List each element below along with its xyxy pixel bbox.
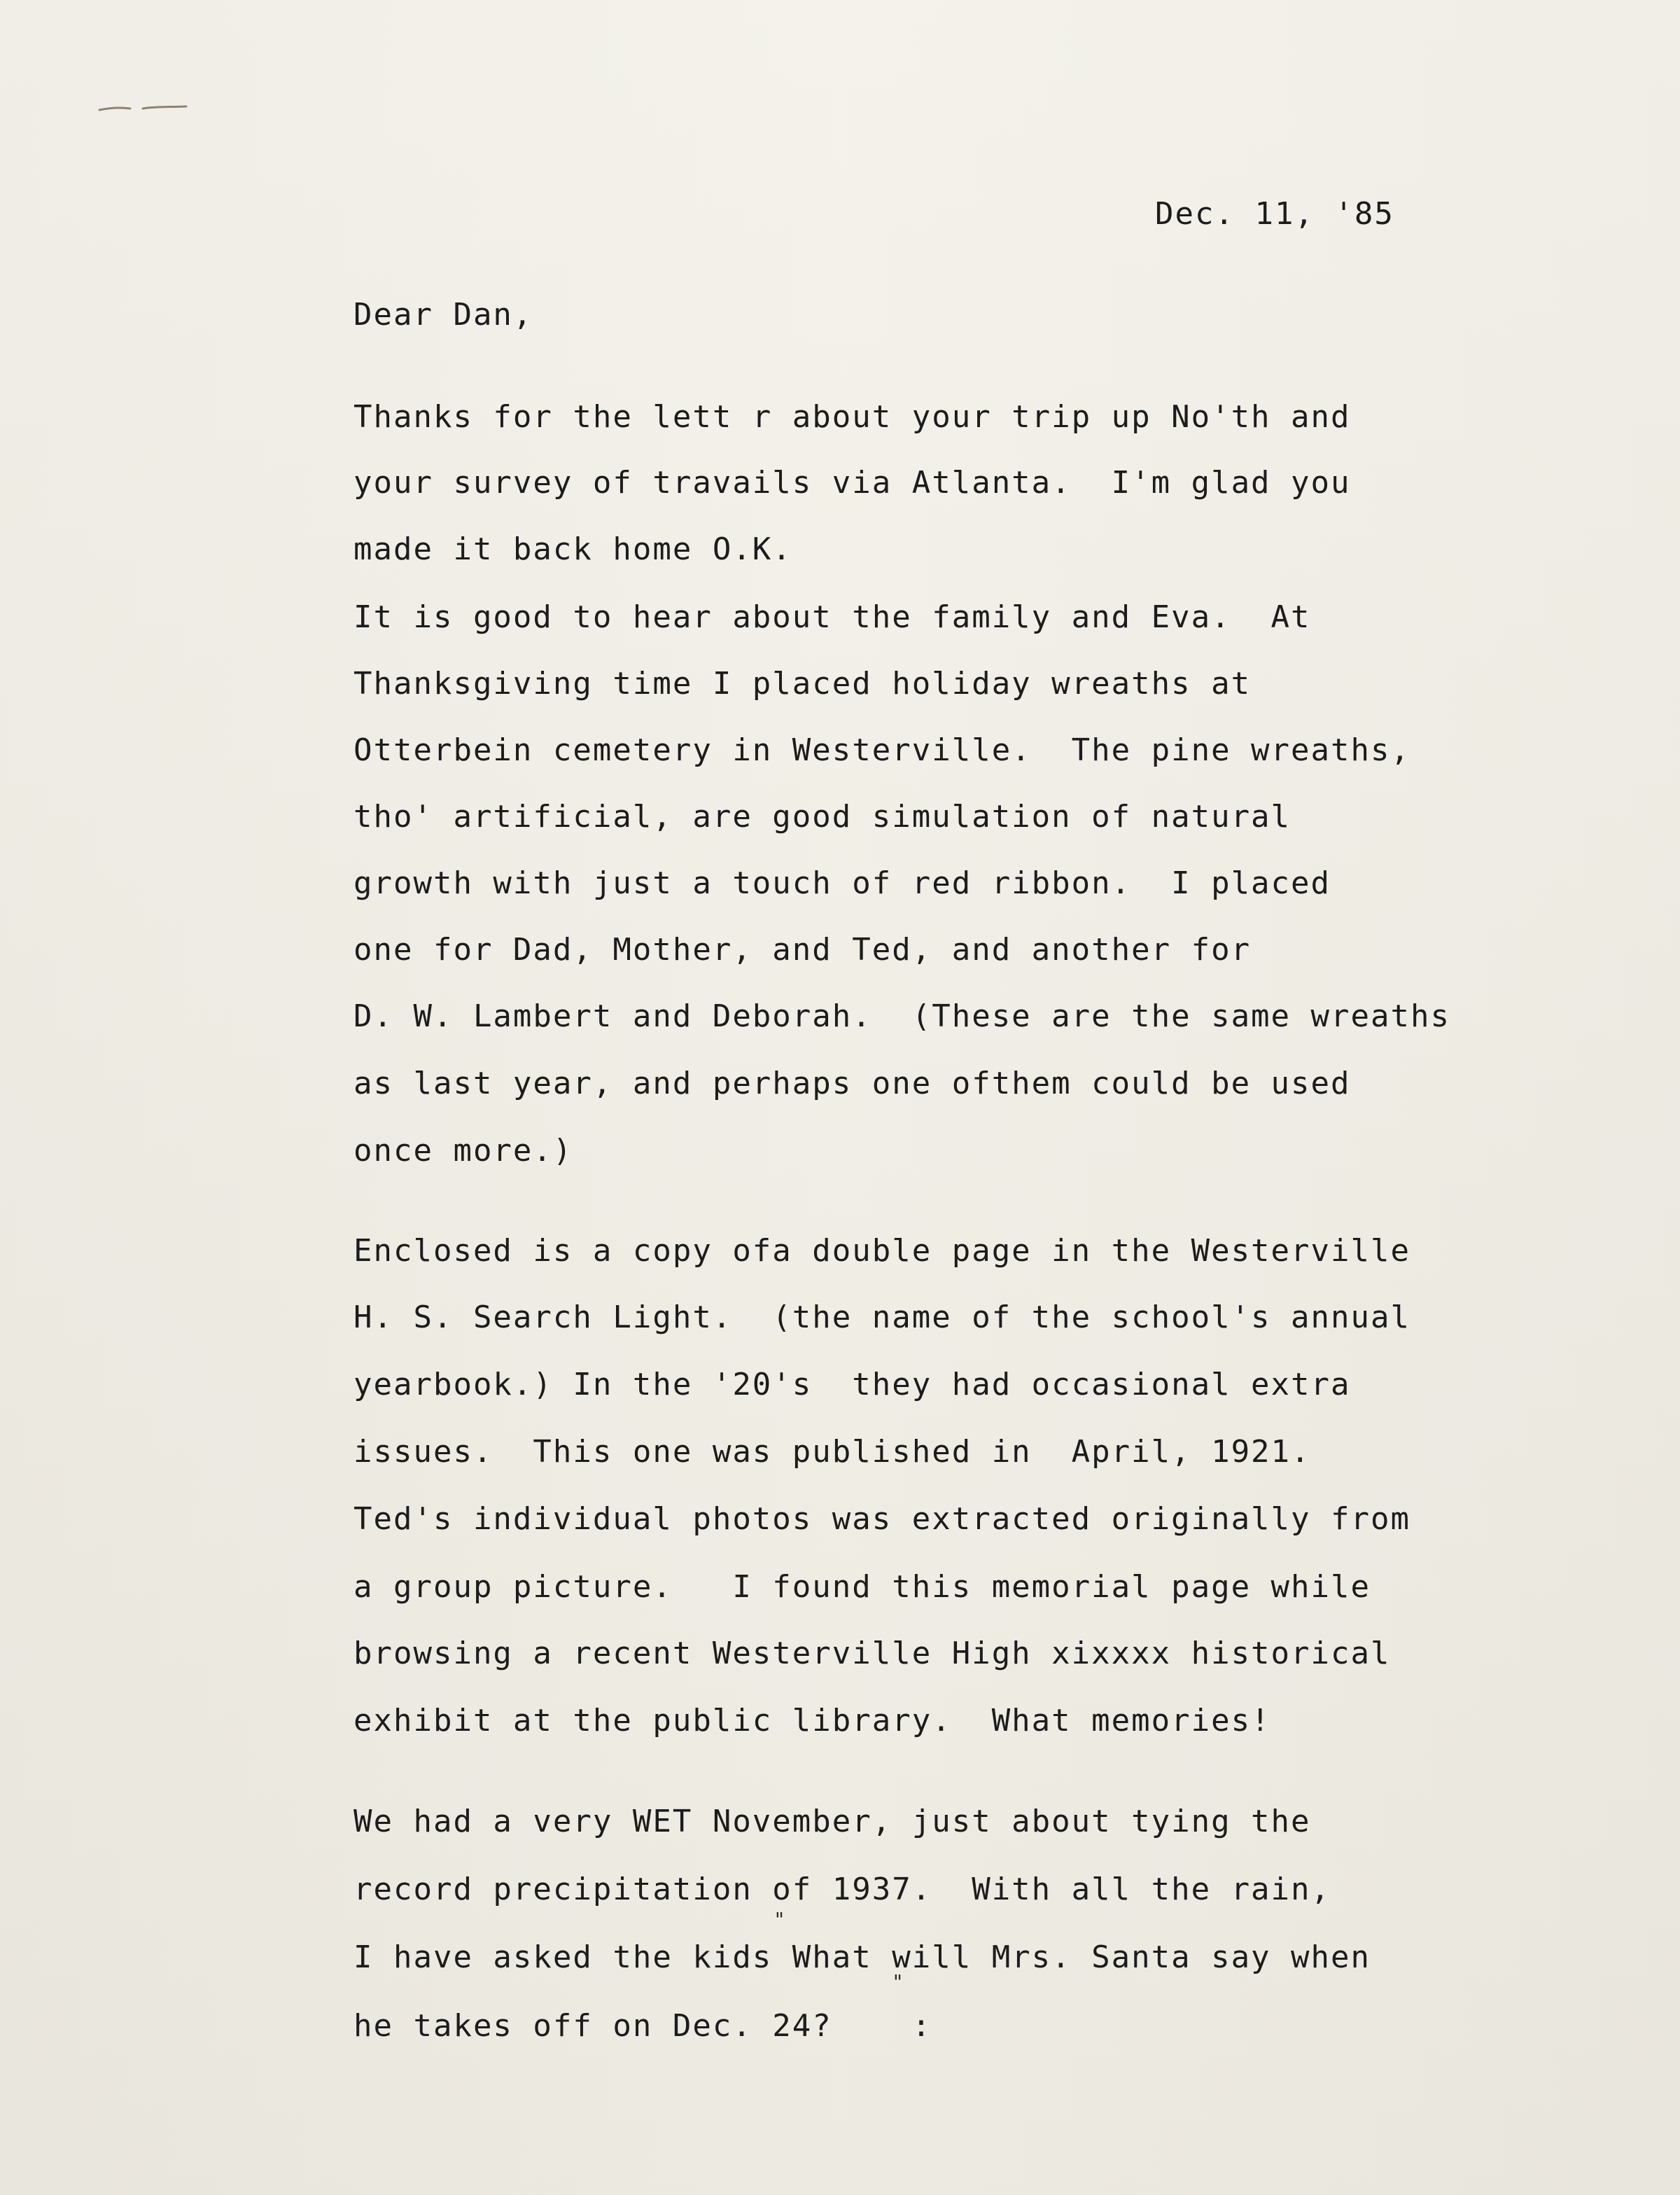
paragraph-3-line-5: Ted's individual photos was extracted originally from — [354, 1501, 1410, 1537]
paragraph-1-line-1: Thanks for the lett r about your trip up No'th and — [354, 399, 1351, 435]
paragraph-3-line-3: yearbook.) In the '20's they had occasional extra — [354, 1367, 1351, 1402]
salutation: Dear Dan, — [354, 297, 533, 333]
paragraph-2-line-7: D. W. Lambert and Deborah. (These are the same wreaths — [354, 998, 1450, 1034]
paragraph-1-line-3: made it back home O.K. — [354, 531, 792, 567]
open-quote-mark: " — [775, 1908, 785, 1931]
paragraph-4-line-4: he takes off on Dec. 24? : — [354, 2008, 932, 2044]
paragraph-1-line-2: your survey of travails via Atlanta. I'm glad you — [354, 465, 1351, 501]
paragraph-2-line-9: once more.) — [354, 1133, 573, 1169]
letter-date: Dec. 11, '85 — [1155, 196, 1394, 232]
paragraph-2-line-8: as last year, and perhaps one ofthem could be used — [354, 1066, 1351, 1101]
paragraph-3-line-1: Enclosed is a copy ofa double page in the Westerville — [354, 1233, 1410, 1269]
pencil-mark — [98, 102, 189, 116]
paragraph-2-line-2: Thanksgiving time I placed holiday wreaths at — [354, 666, 1252, 702]
close-quote-mark: " — [893, 1970, 904, 1993]
paragraph-4-line-1: We had a very WET November, just about tying the — [354, 1804, 1311, 1839]
paragraph-3-line-2: H. S. Search Light. (the name of the school's annual — [354, 1299, 1410, 1335]
paragraph-2-line-4: tho' artificial, are good simulation of natural — [354, 799, 1292, 835]
paragraph-3-line-4: issues. This one was published in April, 1921. — [354, 1434, 1311, 1470]
paragraph-2-line-1: It is good to hear about the family and Eva. At — [354, 599, 1311, 635]
paragraph-4-line-2: record precipitation of 1937. With all the rain, — [354, 1872, 1331, 1907]
paragraph-2-line-3: Otterbein cemetery in Westerville. The pine wreaths, — [354, 732, 1410, 768]
paragraph-4-line-3: I have asked the kids What will Mrs. Santa say when — [354, 1939, 1371, 1975]
paragraph-2-line-6: one for Dad, Mother, and Ted, and another for — [354, 932, 1252, 968]
paragraph-3-line-8: exhibit at the public library. What memories! — [354, 1703, 1271, 1738]
paragraph-2-line-5: growth with just a touch of red ribbon. I placed — [354, 865, 1331, 901]
paragraph-3-line-7: browsing a recent Westerville High xixxxx historical — [354, 1636, 1391, 1671]
paragraph-3-line-6: a group picture. I found this memorial page while — [354, 1569, 1371, 1605]
